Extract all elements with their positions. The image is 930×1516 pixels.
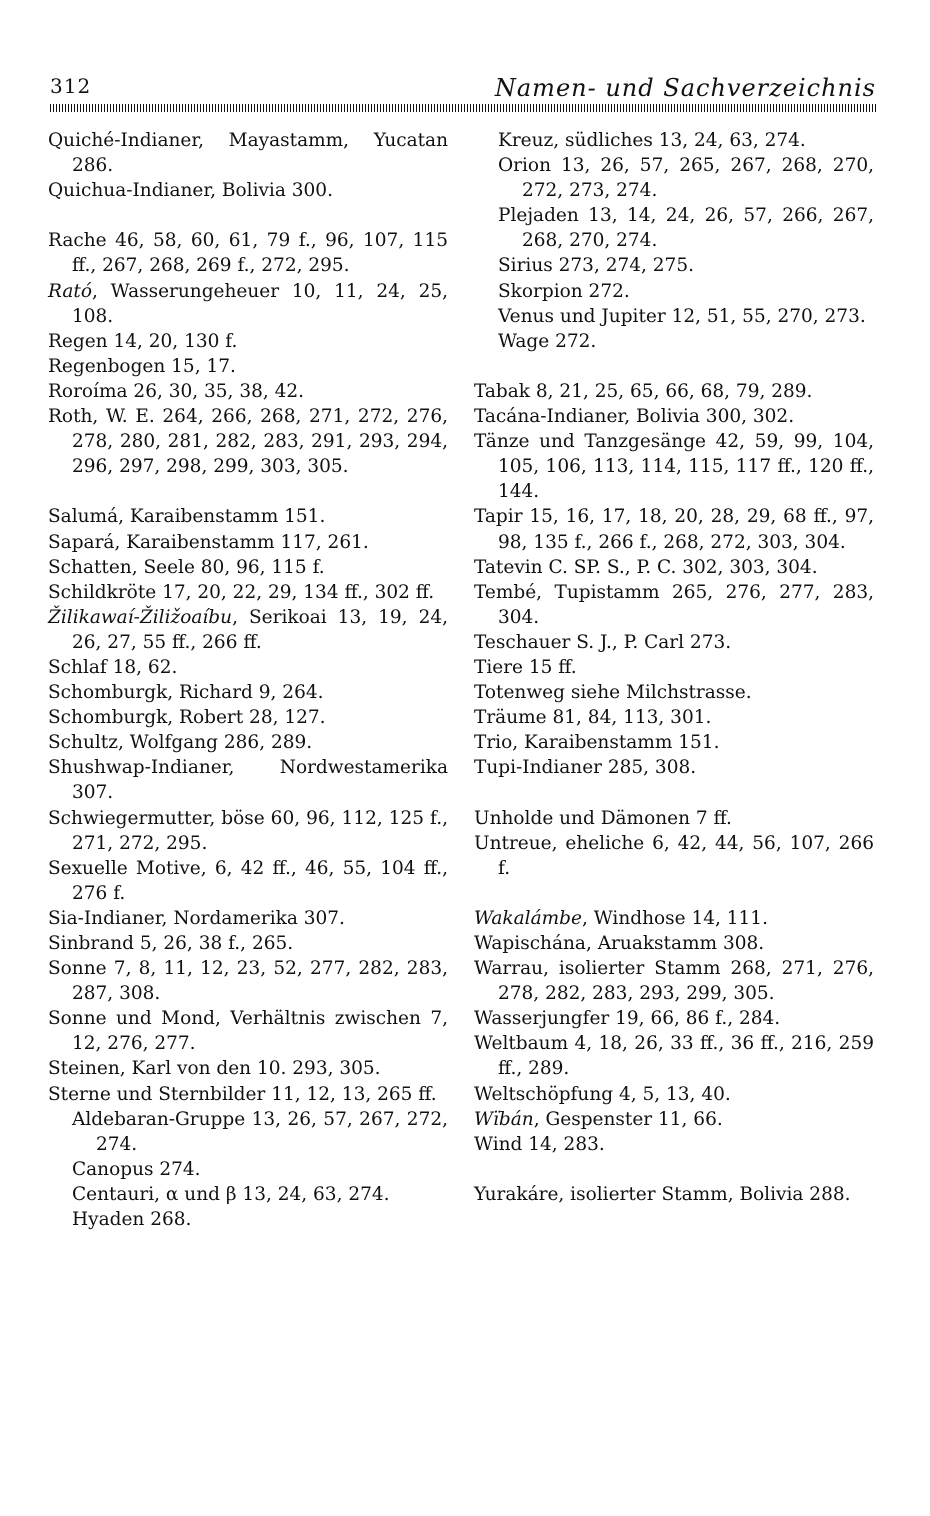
- index-entry: [48, 705, 448, 730]
- index-entry-text: Sapará, Karaibenstamm 117, 261.: [48, 531, 369, 553]
- index-entry: [48, 379, 448, 404]
- index-entry-text: Tiere 15 ff.: [474, 656, 577, 678]
- right-index-column: [474, 128, 874, 1207]
- section-gap: [48, 479, 448, 504]
- index-subentry: [72, 1107, 448, 1157]
- index-term-italic: Rató: [48, 280, 92, 302]
- left-index-column: [48, 128, 448, 1232]
- index-entry-text: Schatten, Seele 80, 96, 115 f.: [48, 556, 325, 578]
- index-entry-text: Tupi-Indianer 285, 308.: [474, 757, 697, 779]
- index-entry-text: Hyaden 268.: [72, 1209, 192, 1231]
- index-entry-text: Roroíma 26, 30, 35, 38, 42.: [48, 380, 305, 402]
- index-entry: [474, 504, 874, 554]
- index-entry-text: Sexuelle Motive, 6, 42 ff., 46, 55, 104 ff., 276 f.: [48, 857, 448, 904]
- index-entry: [48, 956, 448, 1006]
- index-term-italic: Žilikawaí-Žiližoaíbu: [48, 606, 233, 628]
- index-entry: [48, 1082, 448, 1107]
- index-entry-text: Weltschöpfung 4, 5, 13, 40.: [474, 1083, 731, 1105]
- running-title: Namen- und Sachverzeichnis: [494, 74, 876, 102]
- index-entry: [48, 530, 448, 555]
- index-subentry: [498, 279, 874, 304]
- index-entry-text: Tembé, Tupistamm 265, 276, 277, 283, 304.: [474, 581, 874, 628]
- index-entry-text: Untreue, eheliche 6, 42, 44, 56, 107, 266 f.: [474, 832, 874, 879]
- index-entry: [474, 1031, 874, 1081]
- index-entry: [48, 906, 448, 931]
- index-entry-text: Roth, W. E. 264, 266, 268, 271, 272, 276, 278, 280, 281, 282, 283, 291, 293, 294, 296, 297, 298, 299, 303, 305.: [48, 406, 448, 478]
- index-entry: [474, 655, 874, 680]
- page-number: 312: [50, 74, 92, 98]
- index-entry-text: Plejaden 13, 14, 24, 26, 57, 266, 267, 268, 270, 274.: [498, 205, 874, 252]
- index-entry-text: Warrau, isolierter Stamm 268, 271, 276, 278, 282, 283, 293, 299, 305.: [474, 958, 874, 1005]
- index-entry: [48, 128, 448, 178]
- index-subentry: [498, 329, 874, 354]
- index-entry-text: Kreuz, südliches 13, 24, 63, 274.: [498, 130, 806, 151]
- index-entry-text: Wapischána, Aruakstamm 308.: [474, 933, 765, 954]
- index-entry: [48, 755, 448, 805]
- index-entry-text: Schomburgk, Richard 9, 264.: [48, 682, 324, 704]
- index-entry-text: Sterne und Sternbilder 11, 12, 13, 265 ff.: [48, 1083, 437, 1105]
- index-entry: [48, 856, 448, 906]
- index-entry: [474, 379, 874, 404]
- index-entry-text: , Windhose 14, 111.: [581, 907, 768, 929]
- index-entry: [474, 730, 874, 755]
- index-entry-text: Tabak 8, 21, 25, 65, 66, 68, 79, 289.: [474, 380, 813, 402]
- index-entry-text: Trio, Karaibenstamm 151.: [474, 732, 720, 754]
- index-entry: [474, 580, 874, 630]
- index-entry-text: Steinen, Karl von den 10. 293, 305.: [48, 1058, 381, 1080]
- index-entry-text: Aldebaran-Gruppe 13, 26, 57, 267, 272, 274.: [72, 1108, 448, 1155]
- index-entry-text: Skorpion 272.: [498, 280, 630, 302]
- section-gap: [474, 881, 874, 906]
- index-entry-text: Schwiegermutter, böse 60, 96, 112, 125 f., 271, 272, 295.: [48, 807, 448, 854]
- index-entry: [474, 555, 874, 580]
- index-entry: [474, 680, 874, 705]
- index-entry: [48, 605, 448, 655]
- index-entry: [48, 178, 448, 203]
- section-gap: [48, 203, 448, 228]
- index-entry-text: Canopus 274.: [72, 1158, 201, 1180]
- index-entry: [48, 931, 448, 956]
- index-entry: [474, 1132, 874, 1157]
- index-entry-text: Tacána-Indianer, Bolivia 300, 302.: [474, 406, 795, 428]
- index-entry-text: Wasserjungfer 19, 66, 86 f., 284.: [474, 1008, 781, 1030]
- header-rule: [50, 104, 876, 112]
- index-entry-text: Sonne 7, 8, 11, 12, 23, 52, 277, 282, 283, 287, 308.: [48, 958, 448, 1005]
- index-entry: [474, 1182, 874, 1207]
- index-entry-text: Wage 272.: [498, 330, 597, 352]
- index-entry-text: Sinbrand 5, 26, 38 f., 265.: [48, 933, 294, 954]
- index-entry: [48, 404, 448, 479]
- index-entry-text: Sirius 273, 274, 275.: [498, 255, 694, 277]
- index-entry-text: Yurakáre, isolierter Stamm, Bolivia 288.: [474, 1183, 851, 1205]
- index-entry-text: Tatevin C. SP. S., P. C. 302, 303, 304.: [474, 556, 818, 578]
- index-entry: [474, 1082, 874, 1107]
- index-entry: [48, 730, 448, 755]
- index-entry-text: Rache 46, 58, 60, 61, 79 f., 96, 107, 115 ff., 267, 268, 269 f., 272, 295.: [48, 230, 448, 277]
- index-term-italic: Wïbán: [474, 1108, 534, 1130]
- index-subentry: [498, 253, 874, 278]
- index-entry-text: Träume 81, 84, 113, 301.: [474, 707, 712, 729]
- index-entry: [474, 755, 874, 780]
- index-entry-text: Totenweg siehe Milchstrasse.: [474, 682, 752, 704]
- index-entry-text: Schultz, Wolfgang 286, 289.: [48, 732, 313, 754]
- index-entry-text: Venus und Jupiter 12, 51, 55, 270, 273.: [498, 305, 866, 327]
- index-entry-text: Schomburgk, Robert 28, 127.: [48, 707, 326, 729]
- index-entry: [474, 831, 874, 881]
- section-gap: [474, 1157, 874, 1182]
- index-entry-text: Teschauer S. J., P. Carl 273.: [474, 631, 732, 653]
- section-gap: [474, 780, 874, 805]
- index-entry-text: Wind 14, 283.: [474, 1133, 605, 1155]
- index-entry: [48, 329, 448, 354]
- index-entry: [48, 1056, 448, 1081]
- index-entry: [474, 1107, 874, 1132]
- index-entry: [48, 279, 448, 329]
- index-entry-text: Tänze und Tanzgesänge 42, 59, 99, 104, 105, 106, 113, 114, 115, 117 ff., 120 ff., 144.: [474, 431, 874, 503]
- index-subentry: [498, 153, 874, 203]
- index-subentry: [498, 128, 874, 153]
- index-term-italic: Wakalámbe: [474, 907, 582, 929]
- index-entry-text: Sonne und Mond, Verhältnis zwischen 7, 12, 276, 277.: [48, 1008, 448, 1055]
- index-entry: [48, 504, 448, 529]
- index-entry: [48, 680, 448, 705]
- section-gap: [474, 354, 874, 379]
- index-entry-text: , Serikoai 13, 19, 24, 26, 27, 55 ff., 266 ff.: [72, 606, 448, 653]
- index-entry: [474, 956, 874, 1006]
- index-entry-text: Schlaf 18, 62.: [48, 656, 178, 678]
- index-entry-text: Weltbaum 4, 18, 26, 33 ff., 36 ff., 216, 259 ff., 289.: [474, 1033, 874, 1080]
- page-header: [50, 74, 876, 102]
- index-entry-text: , Wasserungeheuer 10, 11, 24, 25, 108.: [72, 280, 448, 327]
- index-entry: [48, 354, 448, 379]
- index-entry: [48, 806, 448, 856]
- index-entry: [474, 906, 874, 931]
- index-entry: [474, 1006, 874, 1031]
- index-entry: [474, 931, 874, 956]
- index-entry-text: Regenbogen 15, 17.: [48, 355, 236, 377]
- index-entry-text: Sia-Indianer, Nordamerika 307.: [48, 907, 345, 929]
- index-entry-text: Tapir 15, 16, 17, 18, 20, 28, 29, 68 ff., 97, 98, 135 f., 266 f., 268, 272, 303, 304.: [474, 506, 874, 553]
- index-entry-text: Schildkröte 17, 20, 22, 29, 134 ff., 302 ff.: [48, 581, 435, 603]
- index-entry-text: Salumá, Karaibenstamm 151.: [48, 506, 326, 528]
- index-entry-text: Centauri, α und β 13, 24, 63, 274.: [72, 1183, 390, 1205]
- index-entry: [48, 580, 448, 605]
- index-entry: [474, 429, 874, 504]
- index-subentry: [498, 304, 874, 329]
- index-entry: [474, 630, 874, 655]
- index-entry-text: Shushwap-Indianer, Nordwestamerika 307.: [48, 757, 448, 804]
- index-entry: [48, 555, 448, 580]
- index-entry-text: , Gespenster 11, 66.: [533, 1108, 723, 1130]
- index-entry: [474, 806, 874, 831]
- index-entry: [474, 404, 874, 429]
- index-entry-text: Unholde und Dämonen 7 ff.: [474, 807, 732, 829]
- index-entry: [474, 705, 874, 730]
- index-entry: [48, 655, 448, 680]
- index-subentry: [72, 1157, 448, 1182]
- index-subentry: [72, 1182, 448, 1207]
- index-entry-text: Regen 14, 20, 130 f.: [48, 330, 238, 352]
- index-entry: [48, 1006, 448, 1056]
- index-subentry: [498, 203, 874, 253]
- index-entry-text: Quichua-Indianer, Bolivia 300.: [48, 180, 333, 202]
- index-entry-text: Orion 13, 26, 57, 265, 267, 268, 270, 272, 273, 274.: [498, 155, 874, 202]
- index-subentry: [72, 1207, 448, 1232]
- index-entry: [48, 228, 448, 278]
- index-entry-text: Quiché-Indianer, Mayastamm, Yucatan 286.: [48, 130, 448, 177]
